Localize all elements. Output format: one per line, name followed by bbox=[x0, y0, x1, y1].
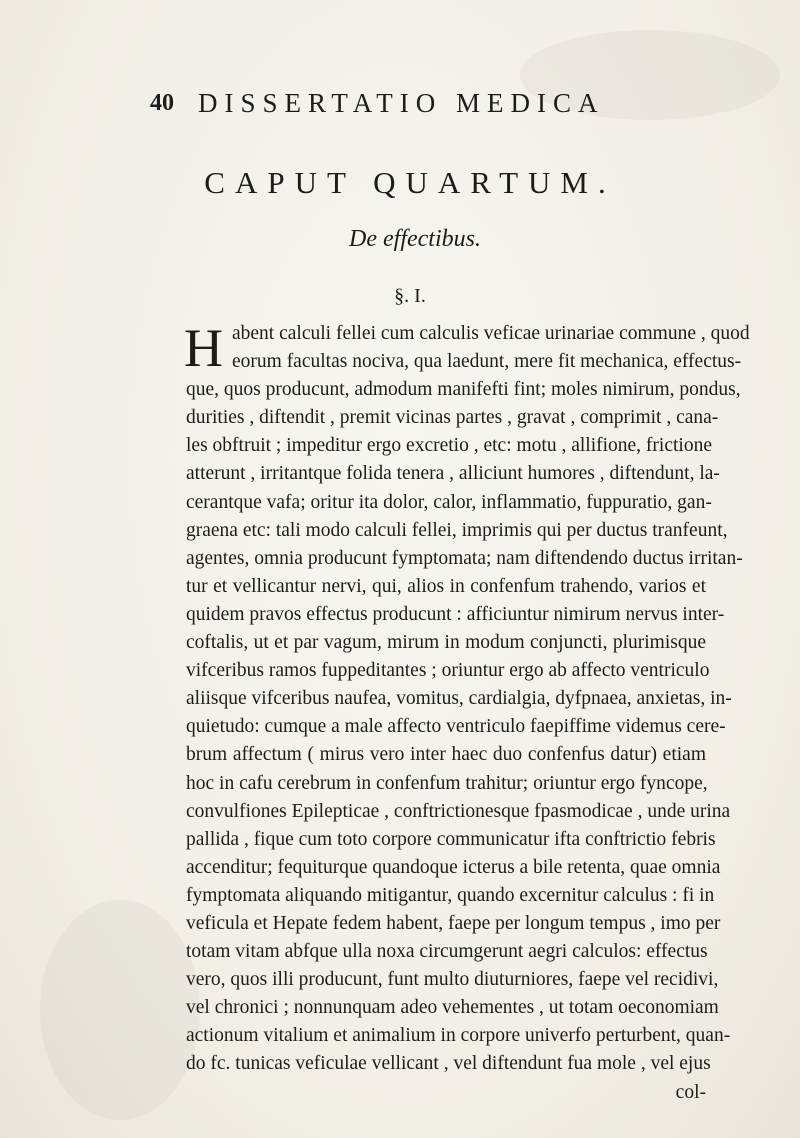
text-line: coftalis, ut et par vagum, mirum in modum conjuncti, plurimisque bbox=[186, 632, 706, 654]
text-line: actionum vitalium et animalium in corpore univerfo perturbent, quan- bbox=[186, 1025, 731, 1047]
text-line: fymptomata aliquando mitigantur, quando excernitur calculus : fi in bbox=[186, 884, 715, 906]
text-line: convulfiones Epilepticae , conftrictionesque fpasmodicae , unde urina bbox=[186, 800, 731, 822]
catchword: col- bbox=[675, 1081, 706, 1103]
text-line: graena etc: tali modo calculi fellei, imprimis qui per ductus tranfeunt, bbox=[186, 519, 728, 541]
text-line: agentes, omnia producunt fymptomata; nam diftendendo ductus irritan- bbox=[186, 547, 743, 569]
chapter-title: CAPUT QUARTUM. bbox=[204, 165, 616, 200]
paper-stain bbox=[40, 900, 200, 1120]
text-line: vel chronici ; nonnunquam adeo vehementes , ut totam oeconomiam bbox=[186, 997, 719, 1019]
text-line: vero, quos illi producunt, funt multo diuturniores, faepe vel recidivi, bbox=[186, 969, 719, 991]
text-line: durities , diftendit , premit vicinas partes , gravat , comprimit , cana- bbox=[186, 407, 719, 429]
text-line: les obftruit ; impeditur ergo excretio , etc: motu , allifione, frictione bbox=[186, 435, 712, 457]
text-line: hoc in cafu cerebrum in confenfum trahitur; oriuntur ergo fyncope, bbox=[186, 772, 708, 794]
page-header bbox=[150, 88, 710, 128]
text-line: eorum facultas nociva, qua laedunt, mere fit mechanica, effectus- bbox=[232, 351, 742, 373]
text-line: veficula et Hepate fedem habent, faepe per longum tempus , imo per bbox=[186, 912, 721, 934]
text-line: abent calculi fellei cum calculis veficae urinariae commune , quod bbox=[232, 323, 750, 344]
text-line: pallida , fique cum toto corpore communicatur ifta conftrictio febris bbox=[186, 828, 716, 850]
page-number: 40 bbox=[150, 90, 174, 116]
text-line: vifceribus ramos fuppeditantes ; oriuntur ergo ab affecto ventriculo bbox=[186, 660, 710, 682]
drop-cap: H bbox=[184, 318, 223, 378]
chapter-subtitle: De effectibus. bbox=[349, 226, 481, 252]
text-line: totam vitam abfque ulla noxa circumgerunt aegri calculos: effectus bbox=[186, 941, 708, 963]
body-text bbox=[184, 318, 750, 1107]
text-line: aliisque vifceribus naufea, vomitus, cardialgia, dyfpnaea, anxietas, in- bbox=[186, 688, 732, 710]
text-line: quidem pravos effectus producunt : afficiuntur nimirum nervus inter- bbox=[186, 603, 725, 625]
section-mark: §. I. bbox=[394, 285, 426, 307]
text-line: que, quos producunt, admodum manifefti fint; moles nimirum, pondus, bbox=[186, 379, 741, 401]
text-line: tur et vellicantur nervi, qui, alios in confenfum trahendo, varios et bbox=[186, 575, 706, 597]
text-line: quietudo: cumque a male affecto ventriculo faepiffime videmus cere- bbox=[186, 716, 726, 738]
text-line: do fc. tunicas veficulae vellicant , vel diftendunt fua mole , vel ejus bbox=[186, 1053, 711, 1075]
text-line: atterunt , irritantque folida tenera , alliciunt humores , diftendunt, la- bbox=[186, 463, 720, 485]
text-line: brum affectum ( mirus vero inter haec duo confenfus datur) etiam bbox=[186, 744, 706, 766]
text-line: cerantque vafa; oritur ita dolor, calor, inflammatio, fuppuratio, gan- bbox=[186, 491, 712, 513]
running-title: DISSERTATIO MEDICA bbox=[198, 88, 605, 118]
text-line: accenditur; fequiturque quandoque icterus a bile retenta, quae omnia bbox=[186, 856, 721, 878]
